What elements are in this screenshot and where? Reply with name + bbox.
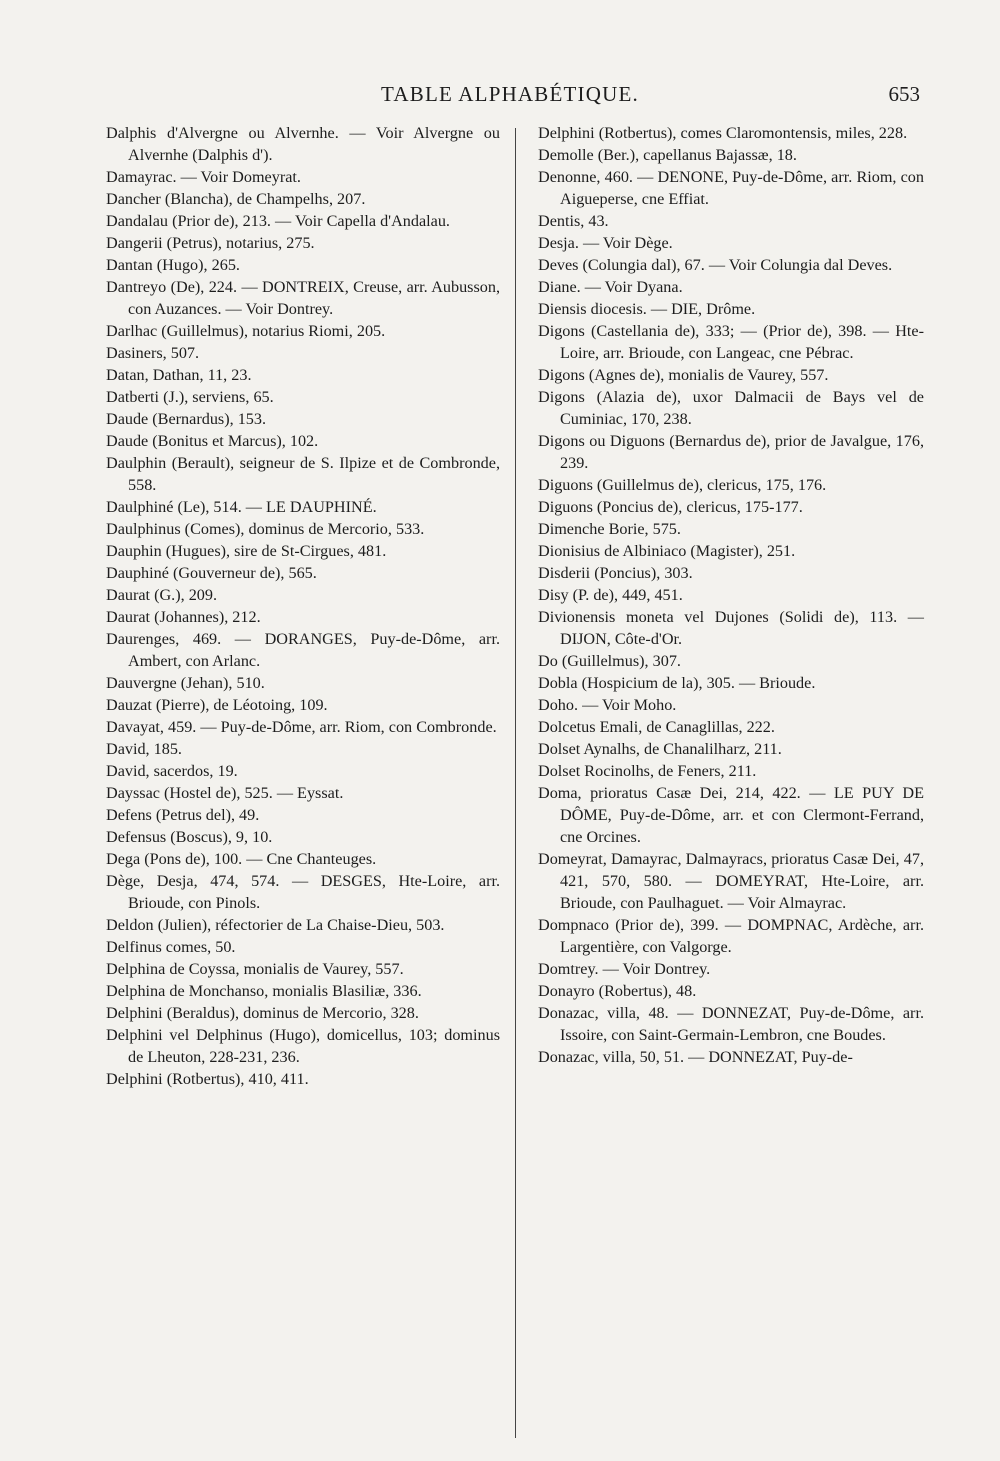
index-entry: Donazac, villa, 50, 51. — DONNEZAT, Puy-de-: [538, 1048, 853, 1066]
index-entry: Davayat, 459. — Puy-de-Dôme, arr. Riom, con Combronde.: [106, 718, 497, 736]
page-title: TABLE ALPHABÉTIQUE.: [381, 82, 639, 106]
index-entry: Domtrey. — Voir Dontrey.: [538, 960, 711, 978]
page-header: [100, 78, 920, 112]
index-entry: Delphini (Rotbertus), 410, 411.: [106, 1070, 309, 1088]
index-entry: Dega (Pons de), 100. — Cne Chanteuges.: [106, 850, 377, 868]
index-entry: Dasiners, 507.: [106, 344, 200, 362]
index-entry: Delfinus comes, 50.: [106, 938, 236, 956]
index-entry: Dobla (Hospicium de la), 305. — Brioude.: [538, 674, 816, 692]
index-entry: Digons (Agnes de), monialis de Vaurey, 557.: [538, 366, 829, 384]
index-entry: Denonne, 460. — DENONE, Puy-de-Dôme, arr. Riom, con Aigueperse, cne Effiat.: [538, 168, 924, 208]
index-entry: Dancher (Blancha), de Champelhs, 207.: [106, 190, 366, 208]
index-entry: Diane. — Voir Dyana.: [538, 278, 683, 296]
index-entry: Defensus (Boscus), 9, 10.: [106, 828, 273, 846]
index-entry: Daude (Bernardus), 153.: [106, 410, 267, 428]
index-entry: Desja. — Voir Dège.: [538, 234, 673, 252]
index-entry: Dompnaco (Prior de), 399. — DOMPNAC, Ardèche, arr. Largentière, con Valgorge.: [538, 916, 924, 956]
index-entry: Donazac, villa, 48. — DONNEZAT, Puy-de-Dôme, arr. Issoire, con Saint-Germain-Lembron, cne Boudes.: [538, 1004, 924, 1044]
index-entry: Daurat (G.), 209.: [106, 586, 218, 604]
index-entry: Daulphiné (Le), 514. — LE DAUPHINÉ.: [106, 498, 377, 516]
index-entry: Diguons (Poncius de), clericus, 175-177.: [538, 498, 803, 516]
index-entry: Dège, Desja, 474, 574. — DESGES, Hte-Loire, arr. Brioude, con Pinols.: [106, 872, 500, 912]
index-entry: Defens (Petrus del), 49.: [106, 806, 260, 824]
index-entry: Datberti (J.), serviens, 65.: [106, 388, 274, 406]
index-entry: Damayrac. — Voir Domeyrat.: [106, 168, 301, 186]
index-entry: Donayro (Robertus), 48.: [538, 982, 697, 1000]
index-entry: Dionisius de Albiniaco (Magister), 251.: [538, 542, 796, 560]
index-entry: Domeyrat, Damayrac, Dalmayracs, prioratus Casæ Dei, 47, 421, 570, 580. — DOMEYRAT, Hte-Loire, arr. Brioude, con Paulhaguet. — Voir Almayrac.: [538, 850, 924, 912]
index-entry: Dalphis d'Alvergne ou Alvernhe. — Voir Alvergne ou Alvernhe (Dalphis d').: [106, 124, 500, 164]
index-entry: Divionensis moneta vel Dujones (Solidi de), 113. — DIJON, Côte-d'Or.: [538, 608, 924, 648]
index-entry: Darlhac (Guillelmus), notarius Riomi, 205.: [106, 322, 386, 340]
index-entry: Dantan (Hugo), 265.: [106, 256, 240, 274]
index-entry: David, sacerdos, 19.: [106, 762, 238, 780]
page-number: 653: [888, 82, 920, 106]
index-entry: Daude (Bonitus et Marcus), 102.: [106, 432, 319, 450]
column-divider: [515, 128, 516, 1438]
index-entry: Dauphiné (Gouverneur de), 565.: [106, 564, 317, 582]
index-entry: David, 185.: [106, 740, 182, 758]
index-entry: Demolle (Ber.), capellanus Bajassæ, 18.: [538, 146, 797, 164]
index-entry: Dentis, 43.: [538, 212, 609, 230]
index-entry: Dimenche Borie, 575.: [538, 520, 681, 538]
index-entry: Daulphin (Berault), seigneur de S. Ilpize et de Combronde, 558.: [106, 454, 500, 494]
index-entry: Dauvergne (Jehan), 510.: [106, 674, 265, 692]
index-entry: Doho. — Voir Moho.: [538, 696, 677, 714]
index-entry: Delphini vel Delphinus (Hugo), domicellus, 103; dominus de Lheuton, 228-231, 236.: [106, 1026, 500, 1066]
index-entry: Digons (Castellania de), 333; — (Prior de), 398. — Hte-Loire, arr. Brioude, con Langeac, cne Pébrac.: [538, 322, 924, 362]
index-entry: Delphini (Rotbertus), comes Claromontensis, miles, 228.: [538, 124, 908, 142]
right-column: [538, 122, 924, 1068]
index-entry: Deldon (Julien), réfectorier de La Chaise-Dieu, 503.: [106, 916, 445, 934]
index-entry: Diguons (Guillelmus de), clericus, 175, 176.: [538, 476, 827, 494]
index-entry: Dangerii (Petrus), notarius, 275.: [106, 234, 315, 252]
index-entry: Dantreyo (De), 224. — DONTREIX, Creuse, arr. Aubusson, con Auzances. — Voir Dontrey.: [106, 278, 500, 318]
index-entry: Dandalau (Prior de), 213. — Voir Capella d'Andalau.: [106, 212, 450, 230]
index-entry: Delphina de Coyssa, monialis de Vaurey, 557.: [106, 960, 404, 978]
index-entry: Delphini (Beraldus), dominus de Mercorio, 328.: [106, 1004, 419, 1022]
index-entry: Deves (Colungia dal), 67. — Voir Colungia dal Deves.: [538, 256, 893, 274]
left-column: [106, 122, 500, 1090]
index-entry: Datan, Dathan, 11, 23.: [106, 366, 252, 384]
index-entry: Dolcetus Emali, de Canaglillas, 222.: [538, 718, 775, 736]
index-entry: Disy (P. de), 449, 451.: [538, 586, 683, 604]
index-entry: Daurenges, 469. — DORANGES, Puy-de-Dôme, arr. Ambert, con Arlanc.: [106, 630, 500, 670]
index-entry: Dauzat (Pierre), de Léotoing, 109.: [106, 696, 328, 714]
index-entry: Daulphinus (Comes), dominus de Mercorio, 533.: [106, 520, 425, 538]
index-entry: Diensis diocesis. — DIE, Drôme.: [538, 300, 756, 318]
index-entry: Doma, prioratus Casæ Dei, 214, 422. — LE PUY DE DÔME, Puy-de-Dôme, arr. et con Clermont-Ferrand, cne Orcines.: [538, 784, 924, 846]
index-entry: Digons ou Diguons (Bernardus de), prior de Javalgue, 176, 239.: [538, 432, 924, 472]
index-entry: Dayssac (Hostel de), 525. — Eyssat.: [106, 784, 344, 802]
index-entry: Do (Guillelmus), 307.: [538, 652, 681, 670]
index-entry: Digons (Alazia de), uxor Dalmacii de Bays vel de Cuminiac, 170, 238.: [538, 388, 924, 428]
index-entry: Dolset Aynalhs, de Chanalilharz, 211.: [538, 740, 782, 758]
index-entry: Dauphin (Hugues), sire de St-Cirgues, 481.: [106, 542, 387, 560]
index-entry: Disderii (Poncius), 303.: [538, 564, 693, 582]
index-entry: Daurat (Johannes), 212.: [106, 608, 261, 626]
index-entry: Dolset Rocinolhs, de Feners, 211.: [538, 762, 757, 780]
index-entry: Delphina de Monchanso, monialis Blasiliæ, 336.: [106, 982, 422, 1000]
